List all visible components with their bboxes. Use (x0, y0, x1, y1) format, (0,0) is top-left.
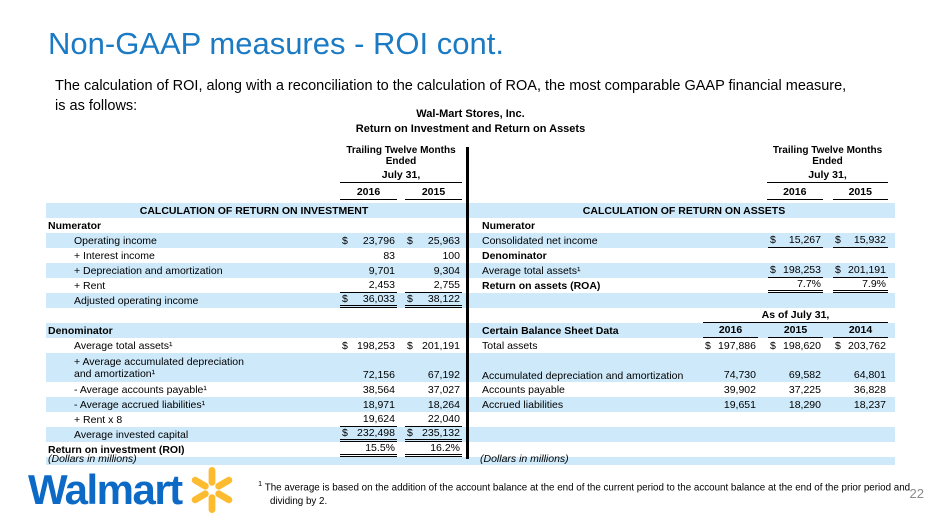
row-label: + Rent x 8 (74, 413, 123, 426)
cell-value: 18,264 (427, 398, 460, 411)
cell-value: 74,730 (723, 368, 756, 381)
table-row (46, 308, 895, 323)
right-table-row-content (478, 427, 895, 442)
row-label: + Interest income (74, 249, 155, 262)
cell-value: 36,828 (853, 383, 886, 396)
right-table-row-content (478, 308, 895, 323)
table-row (46, 397, 895, 412)
cell-value: $ 201,191 (407, 339, 460, 352)
cell-value: $ 201,191 (835, 264, 886, 276)
cell-value: 19,624 (340, 412, 397, 427)
row-label: Consolidated net income (482, 234, 598, 247)
cell-value: 9,304 (433, 264, 460, 277)
cell-value: 16.2% (405, 442, 462, 457)
right-table-row-content (478, 278, 895, 293)
right-dollars-note: (Dollars in millions) (480, 453, 569, 465)
cell-value: 15.5% (340, 442, 397, 457)
table-row (46, 233, 895, 248)
cell-value: $ 15,267 (770, 234, 821, 246)
table-row (46, 382, 895, 397)
year-column-header: 2016 (703, 323, 758, 338)
right-table-row-content (478, 323, 895, 338)
cell-value: $ 23,796 (342, 234, 395, 247)
left-table-period-header (340, 145, 462, 200)
slide-title: Non-GAAP measures - ROI cont. (48, 26, 504, 61)
cell-value: 67,192 (427, 368, 460, 381)
row-label: Return on investment (ROI) (48, 443, 185, 456)
row-label: Average invested capital (74, 428, 189, 441)
left-table-row-content (46, 397, 467, 412)
right-table-row-content (478, 248, 895, 263)
right-table-row-content (478, 233, 895, 248)
table-row (46, 412, 895, 427)
cell-value: $ 15,932 (835, 234, 886, 246)
row-label: Average total assets¹ (74, 339, 173, 352)
left-dollars-note: (Dollars in millions) (48, 453, 137, 465)
cell-value: $ 198,253 (770, 264, 821, 276)
cell-value: 7.9% (833, 278, 888, 293)
table-row (46, 248, 895, 263)
table-row (46, 293, 895, 308)
period-label: Trailing Twelve Months Ended (772, 145, 883, 167)
cell-value: $ 197,886 (705, 339, 756, 352)
cell-value: 9,701 (368, 264, 395, 277)
right-table-row-content (478, 353, 895, 382)
year-columns (767, 186, 888, 200)
row-label: Numerator (482, 219, 536, 232)
footnote-text: The average is based on the addition of the account balance at the end of the current period to the account balance at the end of the prior period and dividing by 2. (264, 482, 911, 507)
right-table-row-content (478, 263, 895, 278)
footnote (258, 479, 930, 509)
cell-value: 69,582 (788, 368, 821, 381)
cell-value: 22,040 (405, 412, 462, 427)
row-label: Accounts payable (482, 383, 565, 396)
year-columns (340, 186, 462, 200)
table-divider-line (466, 147, 469, 459)
page-number: 22 (909, 486, 924, 501)
year-column-header: 2015 (833, 186, 889, 200)
right-table-row-content (478, 293, 895, 308)
cell-value: 18,290 (788, 398, 821, 411)
row-label: + Average accumulated depreciation and amortization¹ (74, 356, 244, 380)
right-table-row-content (478, 218, 895, 233)
cell-value: 37,225 (788, 383, 821, 396)
row-label: Total assets (482, 339, 538, 352)
row-label: + Depreciation and amortization (74, 264, 223, 277)
cell-value: 18,971 (362, 398, 395, 411)
table-row (46, 353, 895, 382)
year-column-header: 2015 (768, 323, 823, 338)
section-header: CALCULATION OF RETURN ON ASSETS (582, 204, 786, 217)
year-column-header: 2016 (340, 186, 397, 200)
walmart-logo-text: Walmart (28, 466, 182, 513)
intro-text: The calculation of ROI, along with a reconciliation to the calculation of ROA, the most comparable GAAP financial measure, is as follows: (55, 78, 847, 115)
left-table-row-content (46, 233, 467, 248)
left-table-row-content (46, 308, 467, 323)
right-table-row-content (478, 338, 895, 353)
table-row (46, 457, 895, 465)
cell-value: $ 36,033 (340, 293, 397, 308)
left-table-row-content (46, 263, 467, 278)
row-label: Operating income (74, 234, 157, 247)
right-table-row-content (478, 203, 895, 218)
table-company-title: Wal-Mart Stores, Inc. (416, 108, 525, 120)
table-subtitle: Return on Investment and Return on Assets (355, 123, 586, 135)
left-table-row-content (46, 203, 467, 218)
table-row (46, 338, 895, 353)
left-table-row-content (46, 412, 467, 427)
left-table-row-content (46, 427, 467, 442)
row-label: Denominator (482, 249, 547, 262)
year-column-header: 2015 (405, 186, 462, 200)
table-row (46, 323, 895, 338)
year-column-header: 2016 (767, 186, 823, 200)
left-table-row-content (46, 293, 467, 308)
stripe-rows (46, 203, 895, 465)
row-label: + Rent (74, 279, 106, 292)
cell-value: $ 198,620 (770, 339, 821, 352)
table-row (46, 263, 895, 278)
left-table-row-content (46, 353, 467, 382)
row-label: Numerator (48, 219, 102, 232)
cell-value: 72,156 (362, 368, 395, 381)
row-label: Certain Balance Sheet Data (482, 324, 619, 337)
cell-value: 2,755 (405, 278, 462, 293)
table-row (46, 218, 895, 233)
right-table-period-header (767, 145, 888, 200)
table-row (46, 203, 895, 218)
cell-value: 2,453 (340, 278, 397, 293)
left-table-row-content (46, 382, 467, 397)
cell-value: 39,902 (723, 383, 756, 396)
row-label: Accumulated depreciation and amortization (482, 370, 684, 382)
row-label: Adjusted operating income (74, 294, 199, 307)
left-table-row-content (46, 278, 467, 293)
row-label: Denominator (48, 324, 113, 337)
section-header: CALCULATION OF RETURN ON INVESTMENT (139, 204, 369, 217)
cell-value: $ 25,963 (407, 234, 460, 247)
walmart-spark-icon (188, 466, 236, 514)
left-table-row-content (46, 218, 467, 233)
right-table-row-content (478, 412, 895, 427)
cell-value: $ 203,762 (835, 339, 886, 352)
row-label: - Average accounts payable¹ (74, 383, 207, 396)
table-row (46, 442, 895, 457)
footnote-marker: 1 (258, 479, 263, 488)
cell-value: 18,237 (853, 398, 886, 411)
table-row (46, 278, 895, 293)
walmart-logo (28, 466, 236, 514)
cell-value: 64,801 (853, 368, 886, 381)
cell-value: 83 (383, 249, 395, 262)
left-table-row-content (46, 323, 467, 338)
right-table-row-content (478, 397, 895, 412)
row-label: Accrued liabilities (482, 398, 564, 411)
right-table-row-content (478, 382, 895, 397)
left-table-row-content (46, 248, 467, 263)
cell-value: $ 198,253 (342, 339, 395, 352)
table-row (46, 427, 895, 442)
period-date: July 31, (767, 169, 888, 183)
left-table-row-content (46, 338, 467, 353)
row-label: - Average accrued liabilities¹ (74, 398, 206, 411)
cell-value: 38,564 (362, 383, 395, 396)
tables-area (46, 145, 895, 467)
cell-value: 37,027 (427, 383, 460, 396)
period-date: July 31, (340, 169, 462, 183)
cell-value: $ 232,498 (340, 427, 397, 442)
row-label: Average total assets¹ (482, 264, 581, 277)
cell-value: 7.7% (768, 278, 823, 293)
period-label: Trailing Twelve Months Ended (346, 145, 456, 167)
cell-value: $ 235,132 (405, 427, 462, 442)
cell-value: $ 38,122 (405, 293, 462, 308)
as-of-header: As of July 31, (703, 308, 888, 323)
cell-value: 100 (442, 249, 460, 262)
year-column-header: 2014 (833, 323, 888, 338)
cell-value: 19,651 (723, 398, 756, 411)
row-label: Return on assets (ROA) (482, 279, 601, 292)
